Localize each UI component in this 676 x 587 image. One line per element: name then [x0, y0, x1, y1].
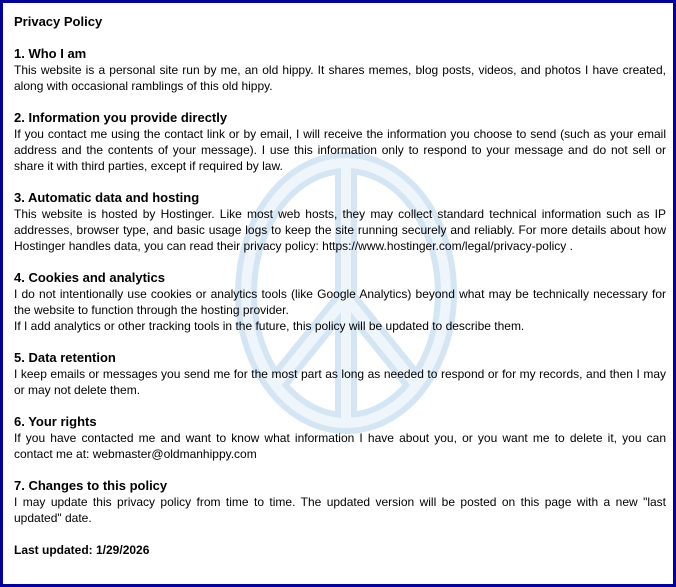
section-data-retention: [14, 350, 666, 398]
section-paragraph: I keep emails or messages you send me for the most part as long as needed to respond or for my records, and then I may or may not delete them.: [14, 367, 666, 397]
section-paragraph: This website is a personal site run by me, an old hippy. It shares memes, blog posts, videos, and photos I have created, along with occasional ramblings of this old hippy.: [14, 63, 666, 93]
policy-content: [14, 14, 666, 558]
section-paragraph: If you contact me using the contact link or by email, I will receive the information you choose to send (such as your email address and the contents of your message). I use this information only to respond to your message and do not sell or share it with third parties, except if required by law.: [14, 127, 666, 173]
section-paragraph: I do not intentionally use cookies or analytics tools (like Google Analytics) beyond what may be technically necessary for the website to function through the hosting provider.: [14, 287, 666, 317]
section-heading: 4. Cookies and analytics: [14, 270, 166, 285]
section-body: [14, 62, 666, 94]
section-your-rights: [14, 414, 666, 462]
section-paragraph: I may update this privacy policy from time to time. The updated version will be posted on this page with a new "last updated" date.: [14, 495, 666, 525]
section-paragraph: This website is hosted by Hostinger. Like most web hosts, they may collect standard technical information such as IP addresses, browser type, and basic usage logs to keep the site running securely and reliably. For more details about how Hostinger handles data, you can read their privacy policy: https://www.hostinger.com/legal/privacy-policy .: [14, 207, 666, 253]
last-updated: Last updated: 1/29/2026: [14, 543, 150, 557]
section-body: [14, 206, 666, 254]
section-heading: 6. Your rights: [14, 414, 97, 429]
section-body: [14, 494, 666, 526]
section-paragraph: If I add analytics or other tracking tools in the future, this policy will be updated to describe them.: [14, 319, 525, 333]
section-information-provided: [14, 110, 666, 174]
section-automatic-data: [14, 190, 666, 254]
section-changes: [14, 478, 666, 526]
section-paragraph: If you have contacted me and want to know what information I have about you, or you want me to delete it, you can contact me at: webmaster@oldmanhippy.com: [14, 431, 666, 461]
section-heading: 7. Changes to this policy: [14, 478, 168, 493]
section-cookies-analytics: [14, 270, 666, 334]
section-heading: 1. Who I am: [14, 46, 87, 61]
page-title: Privacy Policy: [14, 14, 103, 29]
section-body: [14, 430, 666, 462]
section-heading: 2. Information you provide directly: [14, 110, 228, 125]
section-heading: 3. Automatic data and hosting: [14, 190, 200, 205]
section-heading: 5. Data retention: [14, 350, 116, 365]
section-body: [14, 366, 666, 398]
section-body: [14, 286, 666, 334]
section-body: [14, 126, 666, 174]
section-who-i-am: [14, 46, 666, 94]
